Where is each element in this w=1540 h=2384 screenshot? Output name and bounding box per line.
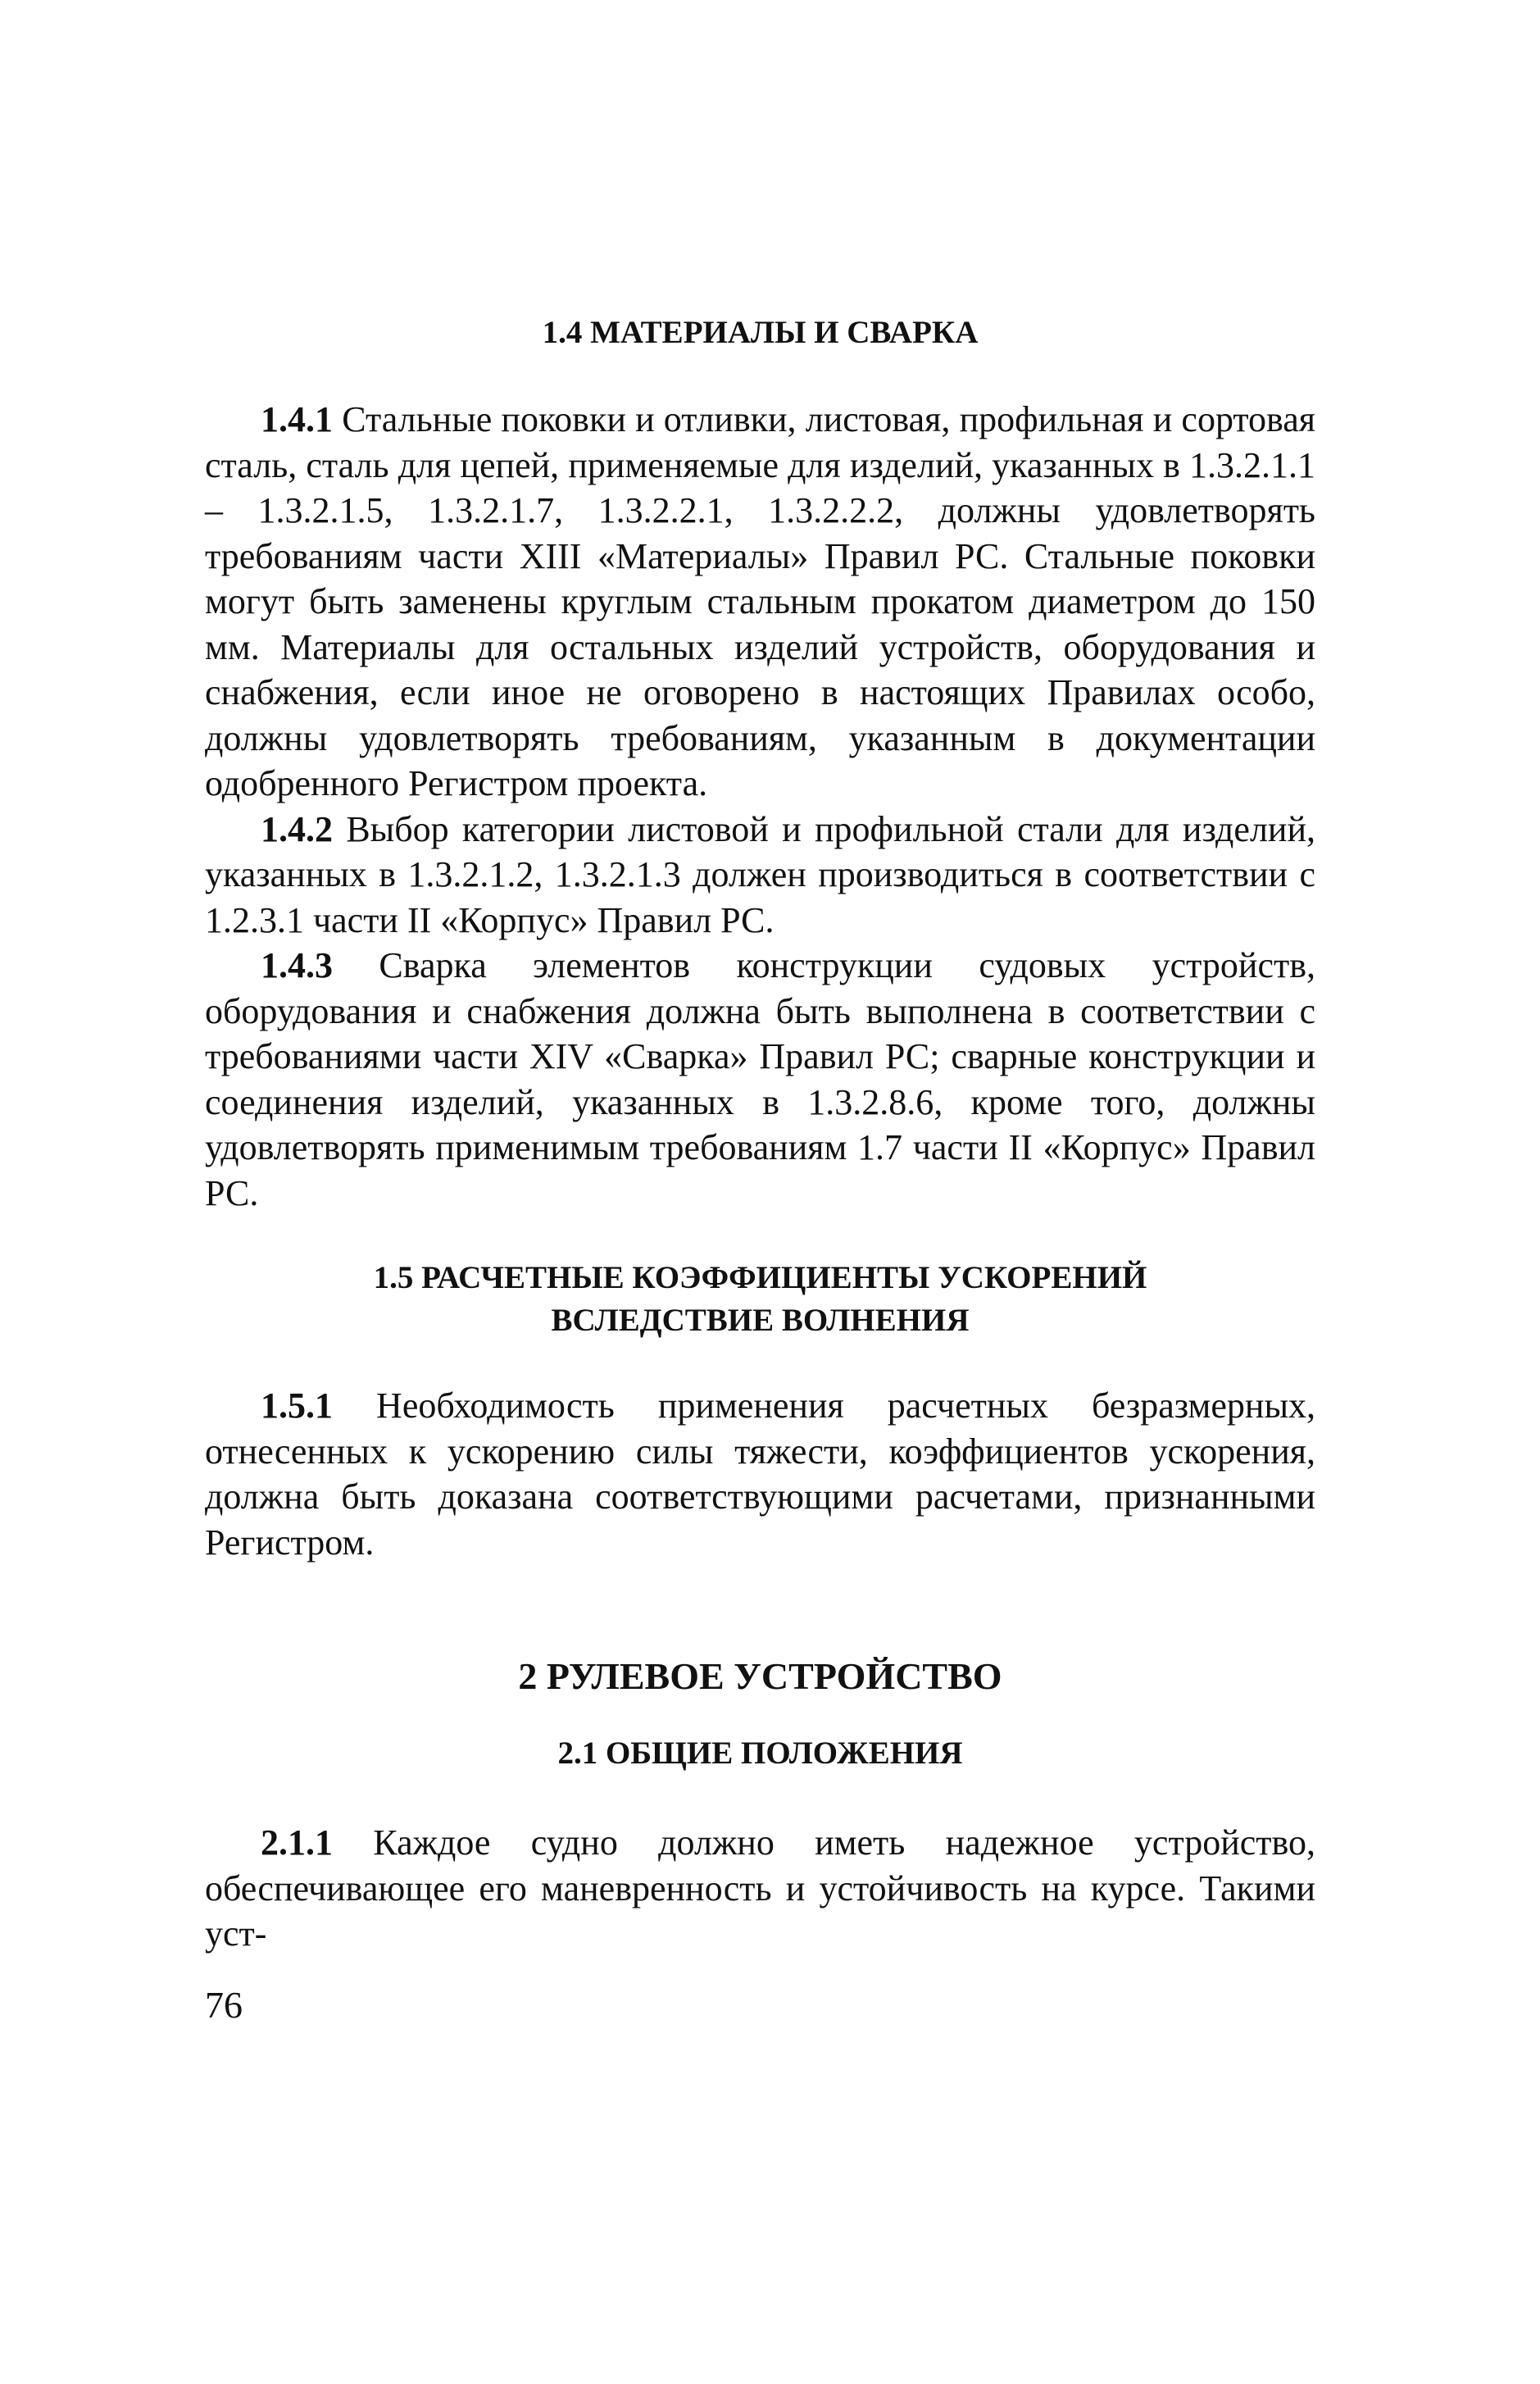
clause-number: 2.1.1 bbox=[261, 1822, 333, 1863]
chapter-heading-2: 2 РУЛЕВОЕ УСТРОЙСТВО bbox=[518, 1655, 1002, 1697]
section-heading-1-4: 1.4 МАТЕРИАЛЫ И СВАРКА bbox=[542, 315, 979, 350]
paragraph-1-4-2 bbox=[205, 807, 1315, 944]
section-heading-1-5-line1: 1.5 РАСЧЕТНЫЕ КОЭФФИЦИЕНТЫ УСКОРЕНИЙ bbox=[373, 1260, 1147, 1295]
clause-text: Сварка элементов конструкции судовых устройств, оборудования и снабжения должна быть выполнена в соответствии с требованиями части XIV «Сварка» Правил РС; сварные конструкции и соединения изделий, указанных в 1.3.2.8.6, кроме того, должны удовлетворять применимым требованиям 1.7 части II «Корпус» Правил РС. bbox=[205, 945, 1316, 1213]
paragraph-1-5-1 bbox=[205, 1383, 1315, 1565]
paragraph-1-4-1 bbox=[205, 397, 1315, 807]
section-heading-1-5 bbox=[205, 1257, 1315, 1342]
clause-text: Стальные поковки и отливки, листовая, профильная и сортовая сталь, сталь для цепей, применяемые для изделий, указанных в 1.3.2.1.1 – 1.3.2.1.5, 1.3.2.1.7, 1.3.2.2.1, 1.3.2.2.2, должны удовлетворять требованиям части XIII «Материалы» Правил РС. Стальные поковки могут быть заменены круглым стальным прокатом диаметром до 150 мм. Материалы для остальных изделий устройств, оборудования и снабжения, если иное не оговорено в настоящих Правилах особо, должны удовлетворять требованиям, указанным в документации одобренного Регистром проекта. bbox=[205, 399, 1315, 803]
clause-number: 1.5.1 bbox=[261, 1385, 333, 1426]
clause-number: 1.4.3 bbox=[261, 945, 333, 985]
clause-number: 1.4.2 bbox=[261, 808, 333, 849]
paragraph-1-4-3 bbox=[205, 943, 1315, 1216]
paragraph-2-1-1 bbox=[205, 1820, 1315, 1957]
page-number: 76 bbox=[205, 1984, 243, 2026]
section-heading-2-1: 2.1 ОБЩИЕ ПОЛОЖЕНИЯ bbox=[557, 1736, 963, 1771]
clause-number: 1.4.1 bbox=[261, 399, 333, 439]
page-body bbox=[205, 312, 1315, 1957]
clause-text: Каждое судно должно иметь надежное устройство, обеспечивающее его маневренность и устойчивость на курсе. Такими уст- bbox=[205, 1822, 1315, 1954]
clause-text: Необходимость применения расчетных безразмерных, отнесенных к ускорению силы тяжести, коэффициентов ускорения, должна быть доказана соответствующими расчетами, признанными Регистром. bbox=[205, 1385, 1316, 1563]
section-heading-1-5-line2: ВСЛЕДСТВИЕ ВОЛНЕНИЯ bbox=[551, 1303, 970, 1338]
clause-text: Выбор категории листовой и профильной стали для изделий, указанных в 1.3.2.1.2, 1.3.2.1.3 должен производиться в соответствии с 1.2.3.1 части II «Корпус» Правил РС. bbox=[205, 808, 1315, 940]
